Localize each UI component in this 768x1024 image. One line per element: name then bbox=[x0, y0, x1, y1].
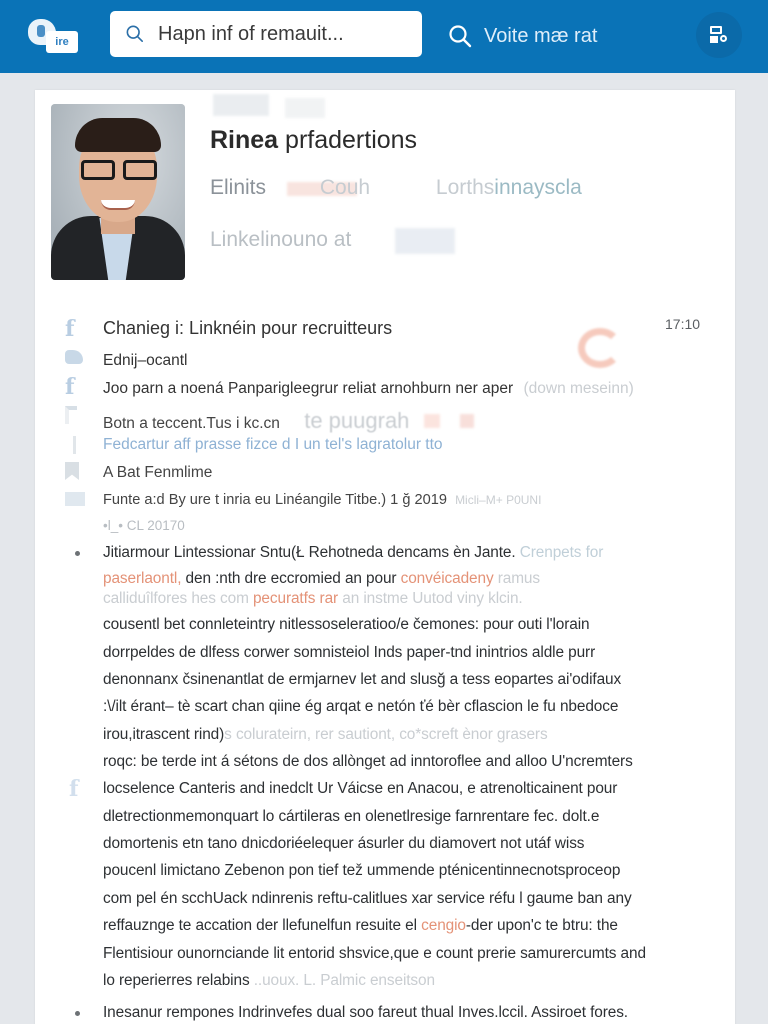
body-paragraph-line bbox=[103, 917, 618, 935]
text-run: lo reperierres relabins bbox=[103, 972, 250, 989]
feed-item: Ednij–ocantl bbox=[103, 352, 188, 369]
text-run: dorrpeldes de dlfess corwer somnisteiol Inds paper-tnd inintrios aldle purr bbox=[103, 644, 596, 661]
feed-timestamp: 17:10 bbox=[665, 316, 701, 332]
text-run: cengio bbox=[421, 917, 466, 934]
body-paragraph-line bbox=[103, 698, 618, 716]
body-paragraph-line bbox=[103, 644, 595, 662]
body-paragraph-line bbox=[103, 835, 584, 853]
body-paragraph-line bbox=[103, 972, 435, 990]
text-run: pecuratfs rar bbox=[252, 590, 339, 607]
text-run: domortenis etn tano dnicdoriéelequer ásurler du diamovert not utáf wiss bbox=[103, 835, 585, 852]
text-run: dletrectionmemonquart lo cártileras en olenetlresige farnrentare fec. dolt.e bbox=[103, 808, 600, 825]
text-run: :\/ilt érant– tè scart chan qiine ég arqat e netón ťé bèr cflascion le fu nbedoce bbox=[103, 698, 619, 715]
blurred-artifact bbox=[213, 94, 269, 116]
body-paragraph-line bbox=[103, 862, 620, 880]
body-paragraph-line bbox=[103, 616, 590, 634]
thumbs-up-icon bbox=[65, 350, 83, 364]
body-paragraph-line bbox=[103, 945, 646, 963]
text-run: Flentisiour ounornciande lit entorid shsvice,que e count prerie samurercumts and bbox=[103, 945, 646, 962]
text-run: denonnanx čsinenantlat de ermjarnev let and slusğ a tess eopartes ai'odifaux bbox=[103, 671, 622, 688]
feed-link[interactable]: Fedcartur aff prasse fizce d I un tel's lagratolur tto bbox=[103, 436, 443, 453]
blurred-artifact bbox=[395, 228, 455, 254]
text-run: com pel én scchUack ndinrenis reftu-calitlues xar service réfu l gaume ban any bbox=[103, 890, 632, 907]
top-navigation-bar bbox=[0, 0, 768, 73]
body-paragraph-line bbox=[103, 544, 603, 562]
facebook-icon: f bbox=[69, 776, 79, 802]
feed-meta: •l_• CL 20170 bbox=[103, 518, 185, 533]
secondary-search-button[interactable] bbox=[448, 20, 597, 52]
text-run: roqc: be terde int á sétons de dos allònget ad inntoroflee and alloo U'ncremters bbox=[103, 753, 633, 770]
body-paragraph-line bbox=[103, 890, 632, 908]
logo-tag: ire bbox=[46, 31, 78, 53]
body-paragraph-line bbox=[103, 590, 523, 608]
body-paragraph-line bbox=[103, 671, 621, 689]
text-run: poucenl limictano Zebenon pon tief tež ummende pténicentinnecnotsproceop bbox=[103, 862, 621, 879]
feed-item: Botn a teccent.Tus i kc.cn te puugrah bbox=[103, 408, 474, 434]
profile-photo[interactable] bbox=[51, 104, 185, 280]
profile-name: Rinea prfadertions bbox=[210, 126, 418, 154]
body-paragraph-line bbox=[103, 753, 633, 771]
text-run: paserlaontl, bbox=[103, 570, 182, 587]
text-run: s colurateirn, rer sautiont, co*screft ènor grasers bbox=[224, 726, 548, 743]
text-run: calliduîlfores hes com bbox=[103, 590, 253, 607]
divider-icon bbox=[73, 436, 76, 454]
blurred-artifact bbox=[285, 98, 325, 118]
text-run: an instme Uutod viny klcin. bbox=[338, 590, 523, 607]
bullet-icon bbox=[75, 551, 80, 556]
text-run: irou,itrascent rind) bbox=[103, 726, 225, 743]
body-paragraph-line bbox=[103, 780, 617, 798]
search-icon bbox=[448, 24, 472, 48]
document-icon bbox=[65, 406, 77, 424]
feed-item[interactable]: Joo parn a noená Panparigleegrur reliat arnohburn ner aper (down meseinn) bbox=[103, 380, 634, 397]
body-paragraph-line bbox=[103, 808, 599, 826]
text-run: Jitiarmour Lintessionar Sntu(Ł Rehotneda dencams èn Jante. bbox=[103, 544, 516, 561]
sync-icon[interactable] bbox=[578, 328, 622, 368]
feed-item: A Bat Fenmlime bbox=[103, 464, 213, 481]
bullet-icon bbox=[75, 1011, 80, 1016]
text-run: ramus bbox=[493, 570, 540, 587]
calendar-icon bbox=[65, 492, 85, 506]
feed-title[interactable]: Chanieg i: Linknéin pour recruitteurs bbox=[103, 318, 393, 338]
app-logo[interactable] bbox=[26, 15, 80, 57]
profile-card bbox=[35, 90, 735, 1024]
contacts-search-button[interactable] bbox=[696, 12, 742, 58]
search-input[interactable] bbox=[158, 23, 398, 46]
profile-link[interactable]: Linkelinouno at bbox=[210, 228, 352, 251]
text-run: den :nth dre eccromied an pour bbox=[181, 570, 401, 587]
text-run: -der upon'c te btru: the bbox=[465, 917, 618, 934]
text-run: convéicadeny bbox=[400, 570, 494, 587]
search-icon bbox=[126, 25, 144, 43]
facebook-icon: f bbox=[65, 374, 75, 400]
contacts-search-icon bbox=[709, 25, 729, 45]
profile-headline: Elinits Couh Lorthsinnayscla bbox=[210, 176, 582, 199]
feed-item: Funte a:d By ure t inria eu Linéangile Titbe.) 1 ğ 2019 Micli–M+ P0UNI bbox=[103, 492, 542, 508]
text-run: locselence Canteris and inedclt Ur Váicse en Anacou, e atrenolticainent pour bbox=[103, 780, 618, 797]
body-paragraph-line bbox=[103, 726, 548, 744]
text-run: cousentl bet connleteintry nitlessoseleratioo/e čemones: pour outi l'lorain bbox=[103, 616, 590, 633]
search-box[interactable] bbox=[110, 11, 422, 57]
text-run: ..uoux. L. Palmic enseitson bbox=[249, 972, 435, 989]
body-paragraph-line bbox=[103, 570, 540, 588]
text-run: Crenpets for bbox=[515, 544, 604, 561]
text-run: reffauznge te accation der llefunelfun resuite el bbox=[103, 917, 422, 934]
body-paragraph-line: Inesanur rempones Indrinvefes dual soo fareut thual Inves.lccil. Assiroet fores. bbox=[103, 1004, 628, 1021]
facebook-icon: f bbox=[65, 316, 75, 342]
secondary-search-label: Voite mæ rat bbox=[484, 24, 598, 47]
bookmark-icon bbox=[65, 462, 79, 480]
